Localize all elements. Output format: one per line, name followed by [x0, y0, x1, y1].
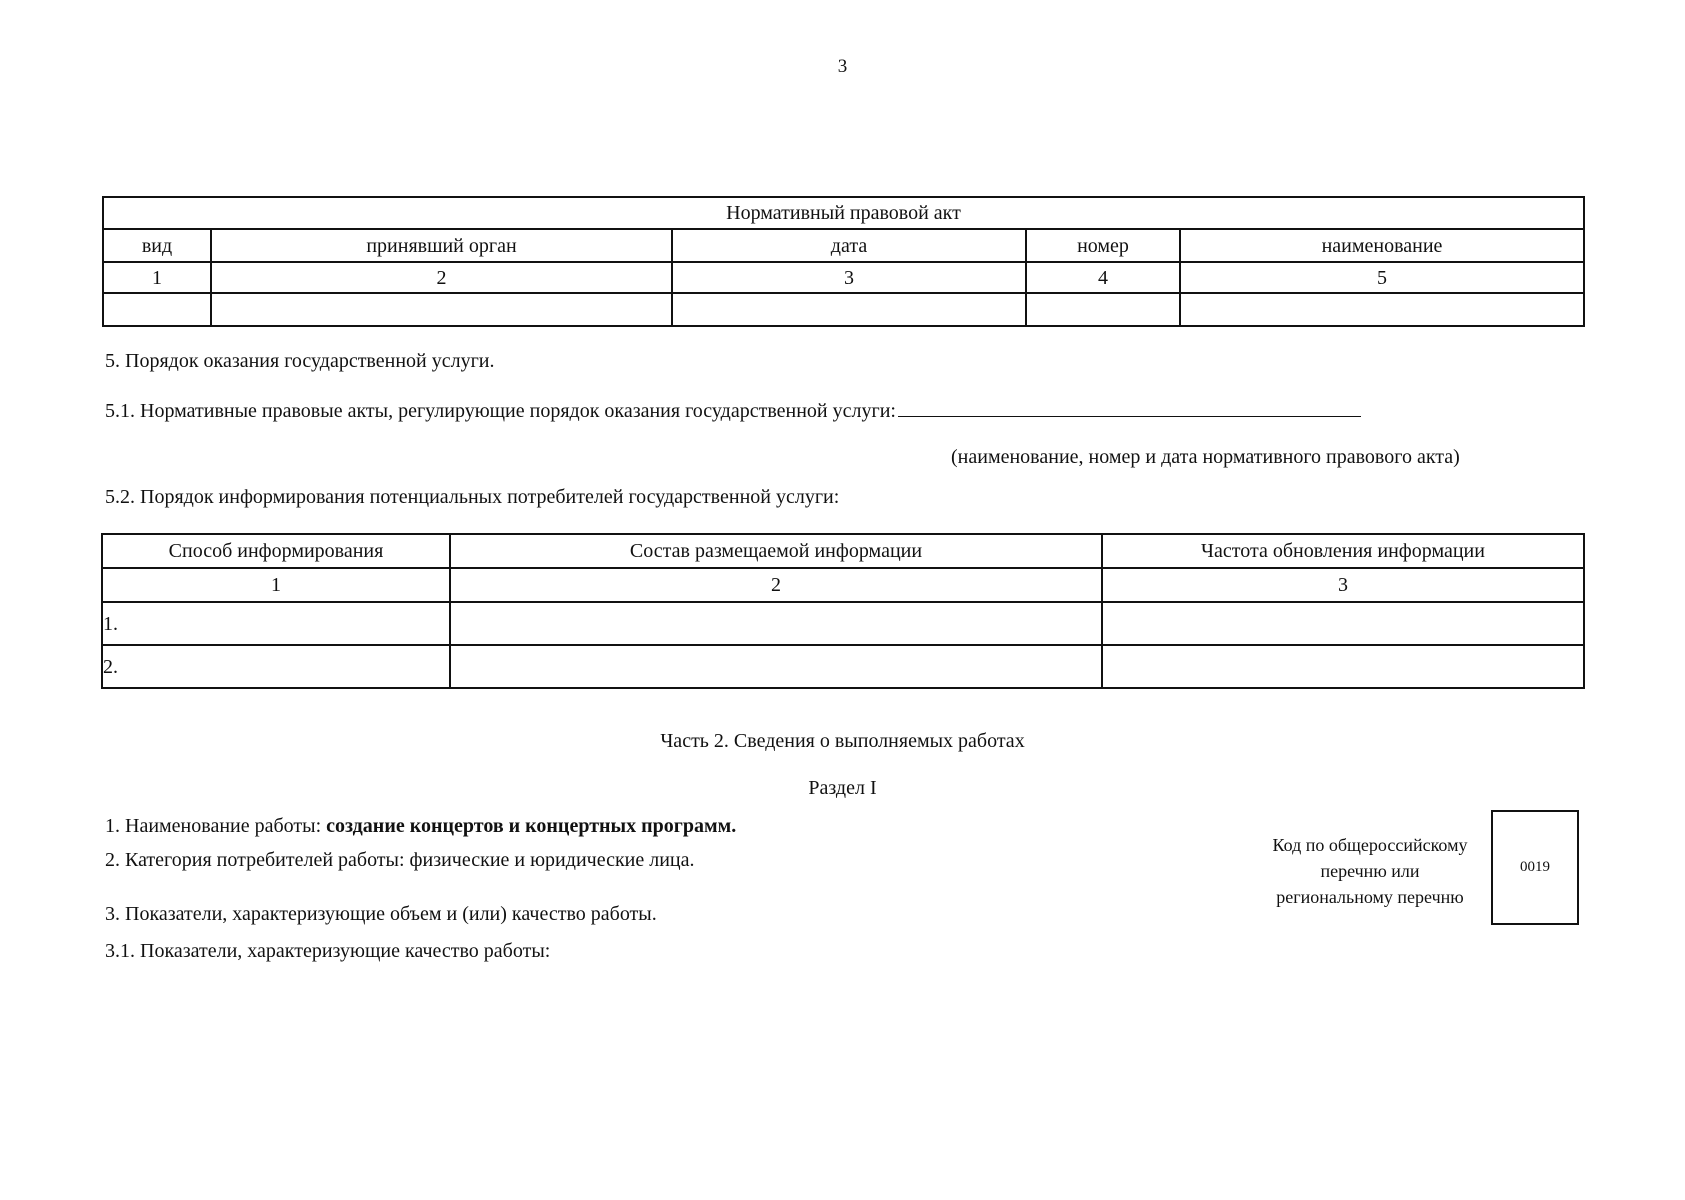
consumer-category: 2. Категория потребителей работы: физические и юридические лица.: [105, 849, 695, 871]
act-table-title: Нормативный правовой акт: [103, 197, 1584, 229]
act-header-type: вид: [103, 229, 211, 262]
indicators-heading: 3. Показатели, характеризующие объем и (или) качество работы.: [105, 903, 657, 925]
info-empty-cell: [1102, 645, 1584, 688]
act-empty-cell: [1180, 293, 1584, 326]
registry-code-box: 0019: [1491, 810, 1579, 925]
info-row-label: 2.: [102, 645, 450, 688]
info-empty-cell: [1102, 602, 1584, 645]
info-row-label: 1.: [102, 602, 450, 645]
page-number: 3: [837, 56, 848, 77]
act-empty-cell: [1026, 293, 1180, 326]
section5-heading: 5. Порядок оказания государственной услуги.: [105, 350, 495, 372]
code-label-line: перечню или: [1320, 861, 1420, 881]
act-header-name: наименование: [1180, 229, 1584, 262]
registry-code-label: [1250, 832, 1490, 910]
quality-indicators-heading: 3.1. Показатели, характеризующие качество работы:: [105, 940, 551, 962]
act-col-number: 2: [211, 262, 672, 293]
act-header-number: номер: [1026, 229, 1180, 262]
act-empty-cell: [211, 293, 672, 326]
info-col-number: 2: [450, 568, 1102, 602]
info-empty-cell: [450, 645, 1102, 688]
act-col-number: 1: [103, 262, 211, 293]
act-header-authority: принявший орган: [211, 229, 672, 262]
act-empty-cell: [672, 293, 1026, 326]
section5-1-text: 5.1. Нормативные правовые акты, регулирующие порядок оказания государственной услуги:: [105, 400, 896, 422]
section5-1-caption: (наименование, номер и дата нормативного правового акта): [951, 446, 1460, 468]
fill-in-line: [898, 398, 1361, 417]
act-empty-cell: [103, 293, 211, 326]
act-col-number: 3: [672, 262, 1026, 293]
info-col-number: 3: [1102, 568, 1584, 602]
section5-2-text: 5.2. Порядок информирования потенциальных потребителей государственной услуги:: [105, 486, 840, 508]
normative-act-table: [102, 196, 1585, 327]
act-header-date: дата: [672, 229, 1026, 262]
work-name-value: создание концертов и концертных программ.: [326, 815, 737, 837]
info-col-number: 1: [102, 568, 450, 602]
info-empty-cell: [450, 602, 1102, 645]
code-label-line: Код по общероссийскому: [1272, 835, 1468, 855]
act-col-number: 4: [1026, 262, 1180, 293]
info-header-method: Способ информирования: [102, 534, 450, 568]
section5-1-line: [105, 398, 1361, 423]
part2-title: Часть 2. Сведения о выполняемых работах: [660, 730, 1025, 752]
info-header-frequency: Частота обновления информации: [1102, 534, 1584, 568]
work-name-line: [105, 815, 736, 838]
information-table: [101, 533, 1585, 689]
code-label-line: региональному перечню: [1276, 887, 1464, 907]
act-col-number: 5: [1180, 262, 1584, 293]
info-header-content: Состав размещаемой информации: [450, 534, 1102, 568]
section-title: Раздел I: [808, 777, 877, 799]
work-name-label: 1. Наименование работы:: [105, 815, 327, 837]
